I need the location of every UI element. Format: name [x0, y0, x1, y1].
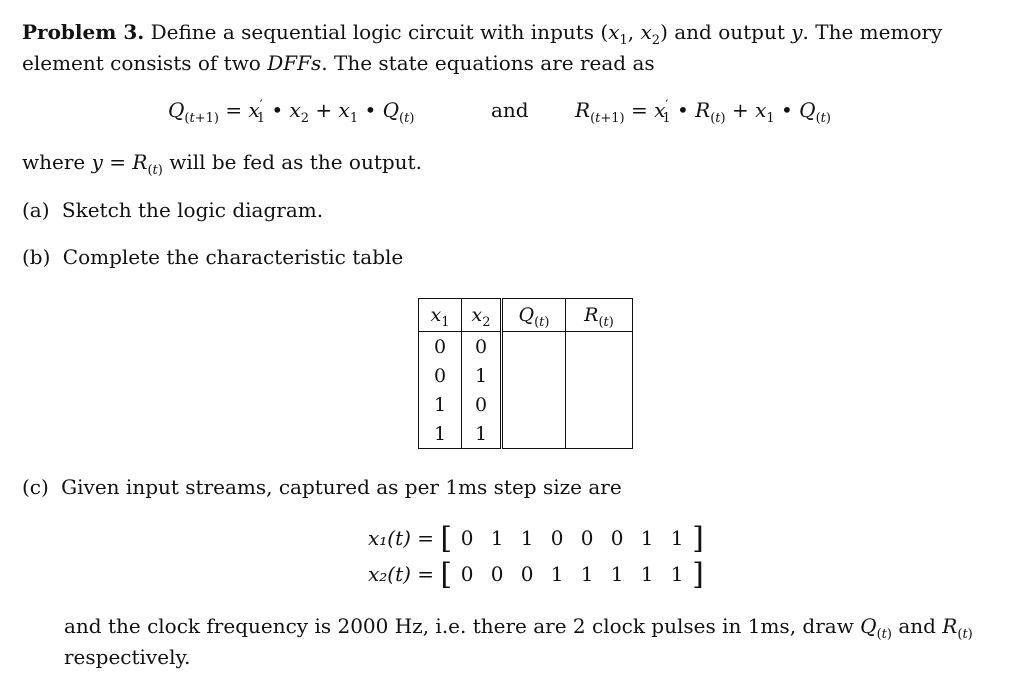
stream-x2-value: 1 — [580, 562, 594, 586]
cell-r — [566, 361, 633, 390]
stream-x1-value: 1 — [640, 526, 654, 550]
part-a-text: Sketch the logic diagram. — [61, 198, 324, 222]
cell-x2: 0 — [462, 390, 502, 419]
cell-q — [502, 390, 566, 419]
stream-x2-values — [452, 562, 692, 586]
stream-x2-value: 0 — [460, 562, 474, 586]
output-definition: where $y = R_{(t)}$ will be fed as the output. — [22, 150, 422, 178]
part-c — [22, 475, 622, 499]
stream-x1-value: 0 — [550, 526, 564, 550]
cell-x2: 1 — [462, 361, 502, 390]
stream-x1-value: 0 — [580, 526, 594, 550]
stream-x2-value: 1 — [640, 562, 654, 586]
problem-statement: Problem 3. Define a sequential logic circuit with inputs ($x_1$, $x_2$) and output y. The memory element consists of two DFFs. The state equations are read as — [22, 20, 943, 75]
cell-x1: 1 — [419, 390, 462, 419]
header-q: $Q_{(t)}$ — [502, 299, 566, 332]
part-a-label: (a) — [22, 198, 50, 222]
cell-q — [502, 419, 566, 449]
where-text: where — [22, 150, 92, 174]
stream-x1: x₁(t) = [ 0 1 1 0 0 0 1 1 ] — [368, 521, 704, 556]
header-x1: $x_1$ — [419, 299, 462, 332]
part-c-text: Given input streams, captured as per 1ms step size are — [61, 475, 622, 499]
cell-x2: 0 — [462, 332, 502, 362]
part-b — [22, 245, 403, 269]
cell-x2: 1 — [462, 419, 502, 449]
cell-x1: 0 — [419, 332, 462, 362]
intro-text-3: . The memory element consists of two — [22, 20, 943, 75]
table-row — [419, 332, 633, 362]
cell-r — [566, 332, 633, 362]
footer-respectively: respectively. — [64, 645, 191, 669]
part-c-footer: and the clock frequency is 2000 Hz, i.e. there are 2 clock pulses in 1ms, draw $Q_{(t)}$ and $R_{(t)}$ — [64, 614, 973, 642]
stream-x1-value: 1 — [520, 526, 534, 550]
intro-text-2: ) and output — [660, 20, 792, 44]
problem-label: Problem 3. — [22, 20, 145, 44]
stream-x2-value: 0 — [490, 562, 504, 586]
stream-x2-value: 1 — [670, 562, 684, 586]
stream-x2-label: x₂(t) = — [368, 562, 435, 586]
part-b-text: Complete the characteristic table — [62, 245, 404, 269]
stream-x1-value: 1 — [490, 526, 504, 550]
stream-x1-value: 0 — [460, 526, 474, 550]
table-row — [419, 390, 633, 419]
cell-r — [566, 419, 633, 449]
stream-x1-label: x₁(t) = — [368, 526, 435, 550]
cell-x1: 0 — [419, 361, 462, 390]
stream-x2: x₂(t) = [ 0 0 0 1 1 1 1 1 ] — [368, 557, 704, 592]
equation-r: $R_{(t+1)} = x'_1$ • $R_{(t)} + x_1$ • $Q_{(t)}$ — [575, 98, 831, 126]
footer-and: and — [891, 614, 943, 638]
stream-x2-value: 0 — [520, 562, 534, 586]
header-x2: $x_2$ — [462, 299, 502, 332]
table-header-row — [419, 299, 633, 332]
cell-x1: 1 — [419, 419, 462, 449]
stream-x2-value: 1 — [550, 562, 564, 586]
cell-r — [566, 390, 633, 419]
stream-x2-value: 1 — [610, 562, 624, 586]
header-r: $R_{(t)}$ — [566, 299, 633, 332]
table-row — [419, 419, 633, 449]
intro-text: Define a sequential logic circuit with inputs ( — [144, 20, 609, 44]
cell-q — [502, 361, 566, 390]
equation-q: $Q_{(t+1)} = x'_1$ • $x_2 + x_1$ • $Q_{(t)}$ — [168, 98, 415, 126]
stream-x1-values — [452, 526, 692, 550]
table-row — [419, 361, 633, 390]
dff-term: DFFs — [267, 51, 322, 75]
part-a — [22, 198, 323, 222]
intro-text-4: . The state equations are read as — [321, 51, 655, 75]
stream-x1-value: 1 — [670, 526, 684, 550]
footer-text: and the clock frequency is 2000 Hz, i.e. there are 2 clock pulses in 1ms, draw — [64, 614, 861, 638]
and-word: and — [491, 98, 529, 122]
cell-q — [502, 332, 566, 362]
stream-x1-value: 0 — [610, 526, 624, 550]
part-c-label: (c) — [22, 475, 49, 499]
where-text-2: will be fed as the output. — [162, 150, 422, 174]
characteristic-table — [418, 298, 633, 449]
part-b-label: (b) — [22, 245, 51, 269]
